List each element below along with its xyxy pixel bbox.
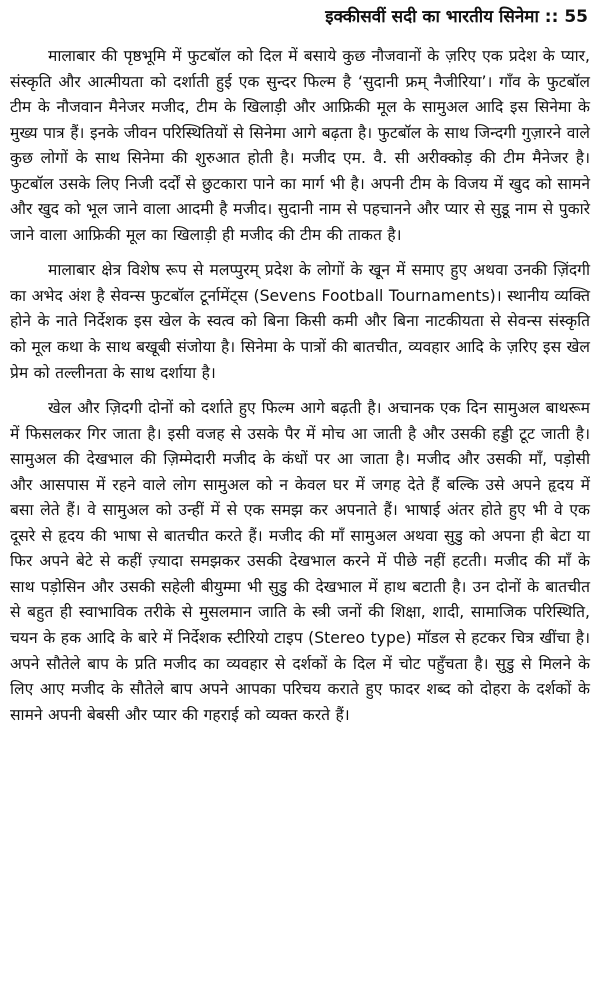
paragraph-1: मालाबार की पृष्ठभूमि में फुटबॉल को दिल में बसाये कुछ नौजवानों के ज़रिए एक प्रदेश के प्यार, संस्कृति और आत्मीयता को दर्शाती हुई एक सुन्दर फिल्म है ‘सुदानी फ्रम् नैजीरिया’। गाँव के फुटबॉल टीम के नौजवान मैनेजर मजीद, टीम के खिलाड़ी और आफ्रिकी मूल के सामुअल आदि इस सिनेमा के मुख्य पात्र हैं। इनके जीवन परिस्थितियों से सिनेमा आगे बढ़ता है। फुटबॉल के साथ जिन्दगी गुज़ारने वाले कुछ लोगों के साथ सिनेमा की शुरुआत होती है। मजीद एम. वै. सी अरीक्कोड़ की टीम मैनेजर है। फुटबॉल उसके लिए निजी दर्दों से छुटकारा पाने का मार्ग भी है। अपनी टीम के विजय में खुद को सामने और खुद को भूल जाने वाला आदमी है मजीद। सुदानी नाम से पहचानने और प्यार से सुडू नाम से पुकारे जाने वाला आफ्रिकी मूल का खिलाड़ी ही मजीद की टीम की ताकत है। [10,47,590,244]
page-number: 55 [564,7,588,27]
running-header [10,6,590,30]
book-title: इक्कीसवीं सदी का भारतीय सिनेमा [325,7,539,27]
paragraph-2: मालाबार क्षेत्र विशेष रूप से मलप्पुरम् प्रदेश के लोगों के खून में समाए हुए अथवा उनकी ज़िंदगी का अभेद अंश है सेवन्स फुटबॉल टूर्नामेंट्स (Sevens Football Tournaments)। स्थानीय व्यक्ति होने के नाते निर्देशक इस खेल के स्वत्व को बिना किसी कमी और बिना नाटकीयता से सेवन्स संस्कृति को मूल कथा के साथ बखूबी संजोया है। सिनेमा के पात्रों की बातचीत, व्यवहार आदि के ज़रिए इस खेल प्रेम को तल्लीनता के साथ दर्शाया है। [10,261,590,382]
book-page [10,6,590,1001]
paragraph-3: खेल और ज़िदगी दोनों को दर्शाते हुए फिल्म आगे बढ़ती है। अचानक एक दिन सामुअल बाथरूम में फिसलकर गिर जाता है। इसी वजह से उसके पैर में मोच आ जाती है और उसकी हड्डी टूट जाती है। सामुअल की देखभाल की ज़िम्मेदारी मजीद के कंधों पर आ जाता है। मजीद और उसकी माँ, पड़ोसी और आसपास में रहने वाले लोग सामुअल को न केवल घर में जगह देते हैं बल्कि उसे अपने हृदय में बसा लेते हैं। वे सामुअल को उन्हीं में से एक समझ कर अपनाते हैं। भाषाई अंतर होते हुए भी वे एक दूसरे से हृदय की भाषा से बातचीत करते हैं। मजीद की माँ सामुअल अथवा सुडु को अपना ही बेटा या फिर अपने बेटे से कहीं ज़्यादा समझकर उसकी देखभाल करने में पीछे नहीं हटती। मजीद की माँ के साथ पड़ोसिन और उसकी सहेली बीयुम्मा भी सुडु की देखभाल में हाथ बटाती है। उन दोनों के बातचीत से बहुत ही स्वाभाविक तरीके से मुसलमान जाति के स्त्री जनों की शिक्षा, शादी, सामाजिक परिस्थिति, चयन के हक आदि के बारे में निर्देशक स्टीरियो टाइप (Stereo type) मॉडल से हटकर चित्र खींचा है। अपने सौतेले बाप के प्रति मजीद का व्यवहार से दर्शकों के दिल में चोट पहुँचता है। सुडु से मिलने के लिए आए मजीद के सौतेले बाप अपने आपका परिचय कराते हुए फादर शब्द को दोहरा के दर्शकों के सामने अपनी बेबसी और प्यार की गहराई को व्यक्त करते हैं। [10,399,590,724]
header-separator: :: [544,7,559,27]
